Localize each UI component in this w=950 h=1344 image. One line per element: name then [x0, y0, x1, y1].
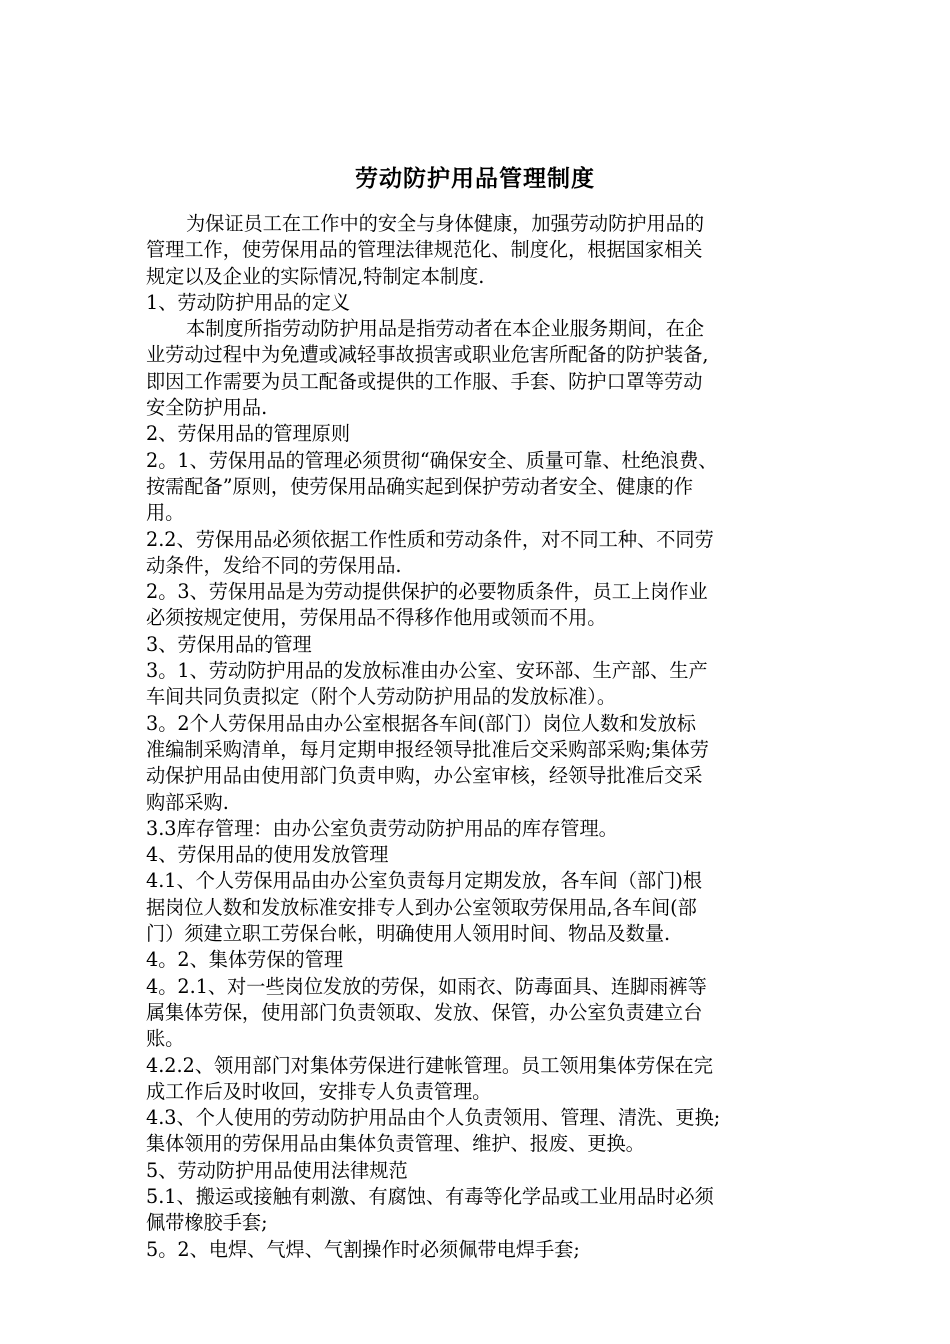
- paragraph-line: 集体领用的劳保用品由集体负责管理、维护、报废、更换。: [146, 1132, 645, 1156]
- document-body: [146, 211, 816, 1263]
- paragraph-line: 5.1、搬运或接触有刺激、有腐蚀、有毒等化学品或工业用品时必须: [146, 1184, 714, 1208]
- paragraph-line: 4.2.2、领用部门对集体劳保进行建帐管理。员工领用集体劳保在完: [146, 1053, 713, 1077]
- paragraph-line: 2.2、劳保用品必须依据工作性质和劳动条件，对不同工种、不同劳: [146, 527, 714, 551]
- paragraph-line: 业劳动过程中为免遭或减轻事故损害或职业危害所配备的防护装备,: [146, 343, 709, 367]
- paragraph-line: 准编制采购清单，每月定期申报经领导批准后交采购部采购;集体劳: [146, 737, 709, 761]
- paragraph-line: 5。2、电焊、气焊、气割操作时必须佩带电焊手套;: [146, 1237, 580, 1261]
- section-heading: 2、劳保用品的管理原则: [146, 422, 351, 446]
- paragraph-line: 3.3库存管理：由办公室负责劳动防护用品的库存管理。: [146, 816, 618, 840]
- paragraph-line: 用。: [146, 501, 185, 525]
- paragraph-line: 4。2.1、对一些岗位发放的劳保，如雨衣、防毒面具、连脚雨裤等: [146, 974, 707, 998]
- paragraph-line: 门）须建立职工劳保台帐，明确使用人领用时间、物品及数量.: [146, 922, 671, 946]
- paragraph-line: 车间共同负责拟定（附个人劳动防护用品的发放标准）。: [146, 685, 617, 709]
- paragraph-line: 据岗位人数和发放标准安排专人到办公室领取劳保用品,各车间(部: [146, 895, 697, 919]
- document-title: 劳动防护用品管理制度: [355, 166, 595, 192]
- paragraph-line: 按需配备”原则，使劳保用品确实起到保护劳动者安全、健康的作: [146, 474, 694, 498]
- paragraph-line: 管理工作，使劳保用品的管理法律规范化、制度化，根据国家相关: [146, 238, 703, 262]
- paragraph-line: 佩带橡胶手套;: [146, 1211, 268, 1235]
- section-heading: 3、劳保用品的管理: [146, 632, 312, 656]
- paragraph-line: 成工作后及时收回，安排专人负责管理。: [146, 1079, 492, 1103]
- paragraph-line: 账。: [146, 1027, 185, 1051]
- paragraph-line: 为保证员工在工作中的安全与身体健康，加强劳动防护用品的: [186, 212, 705, 235]
- paragraph-line: 2。3、劳保用品是为劳动提供保护的必要物质条件，员工上岗作业: [146, 580, 708, 604]
- paragraph-line: 本制度所指劳动防护用品是指劳动者在本企业服务期间，在企: [186, 317, 705, 341]
- paragraph-line: 即因工作需要为员工配备或提供的工作服、手套、防护口罩等劳动: [146, 369, 703, 393]
- paragraph-line: 购部采购.: [146, 790, 229, 814]
- paragraph-line: 3。2个人劳保用品由办公室根据各车间(部门）岗位人数和发放标: [146, 711, 696, 735]
- paragraph-line: 4.1、个人劳保用品由办公室负责每月定期发放，各车间（部门)根: [146, 869, 703, 893]
- paragraph-line: 动保护用品由使用部门负责申购，办公室审核，经领导批准后交采: [146, 764, 703, 788]
- paragraph-line: 规定以及企业的实际情况,特制定本制度.: [146, 264, 485, 288]
- section-heading: 5、劳动防护用品使用法律规范: [146, 1158, 408, 1182]
- section-heading: 1、劳动防护用品的定义: [146, 290, 351, 314]
- paragraph-line: 属集体劳保，使用部门负责领取、发放、保管，办公室负责建立台: [146, 1000, 703, 1024]
- paragraph-line: 2。1、劳保用品的管理必须贯彻“确保安全、质量可靠、杜绝浪费、: [146, 448, 718, 472]
- paragraph-line: 安全防护用品.: [146, 396, 268, 420]
- paragraph-line: 必须按规定使用，劳保用品不得移作他用或领而不用。: [146, 606, 607, 630]
- paragraph-line: 3。1、劳动防护用品的发放标准由办公室、安环部、生产部、生产: [146, 659, 708, 683]
- paragraph-line: 动条件，发给不同的劳保用品.: [146, 553, 402, 577]
- paragraph-line: 4.3、个人使用的劳动防护用品由个人负责领用、管理、清洗、更换;: [146, 1106, 721, 1130]
- section-heading: 4、劳保用品的使用发放管理: [146, 843, 389, 867]
- paragraph-line: 4。2、集体劳保的管理: [146, 948, 344, 972]
